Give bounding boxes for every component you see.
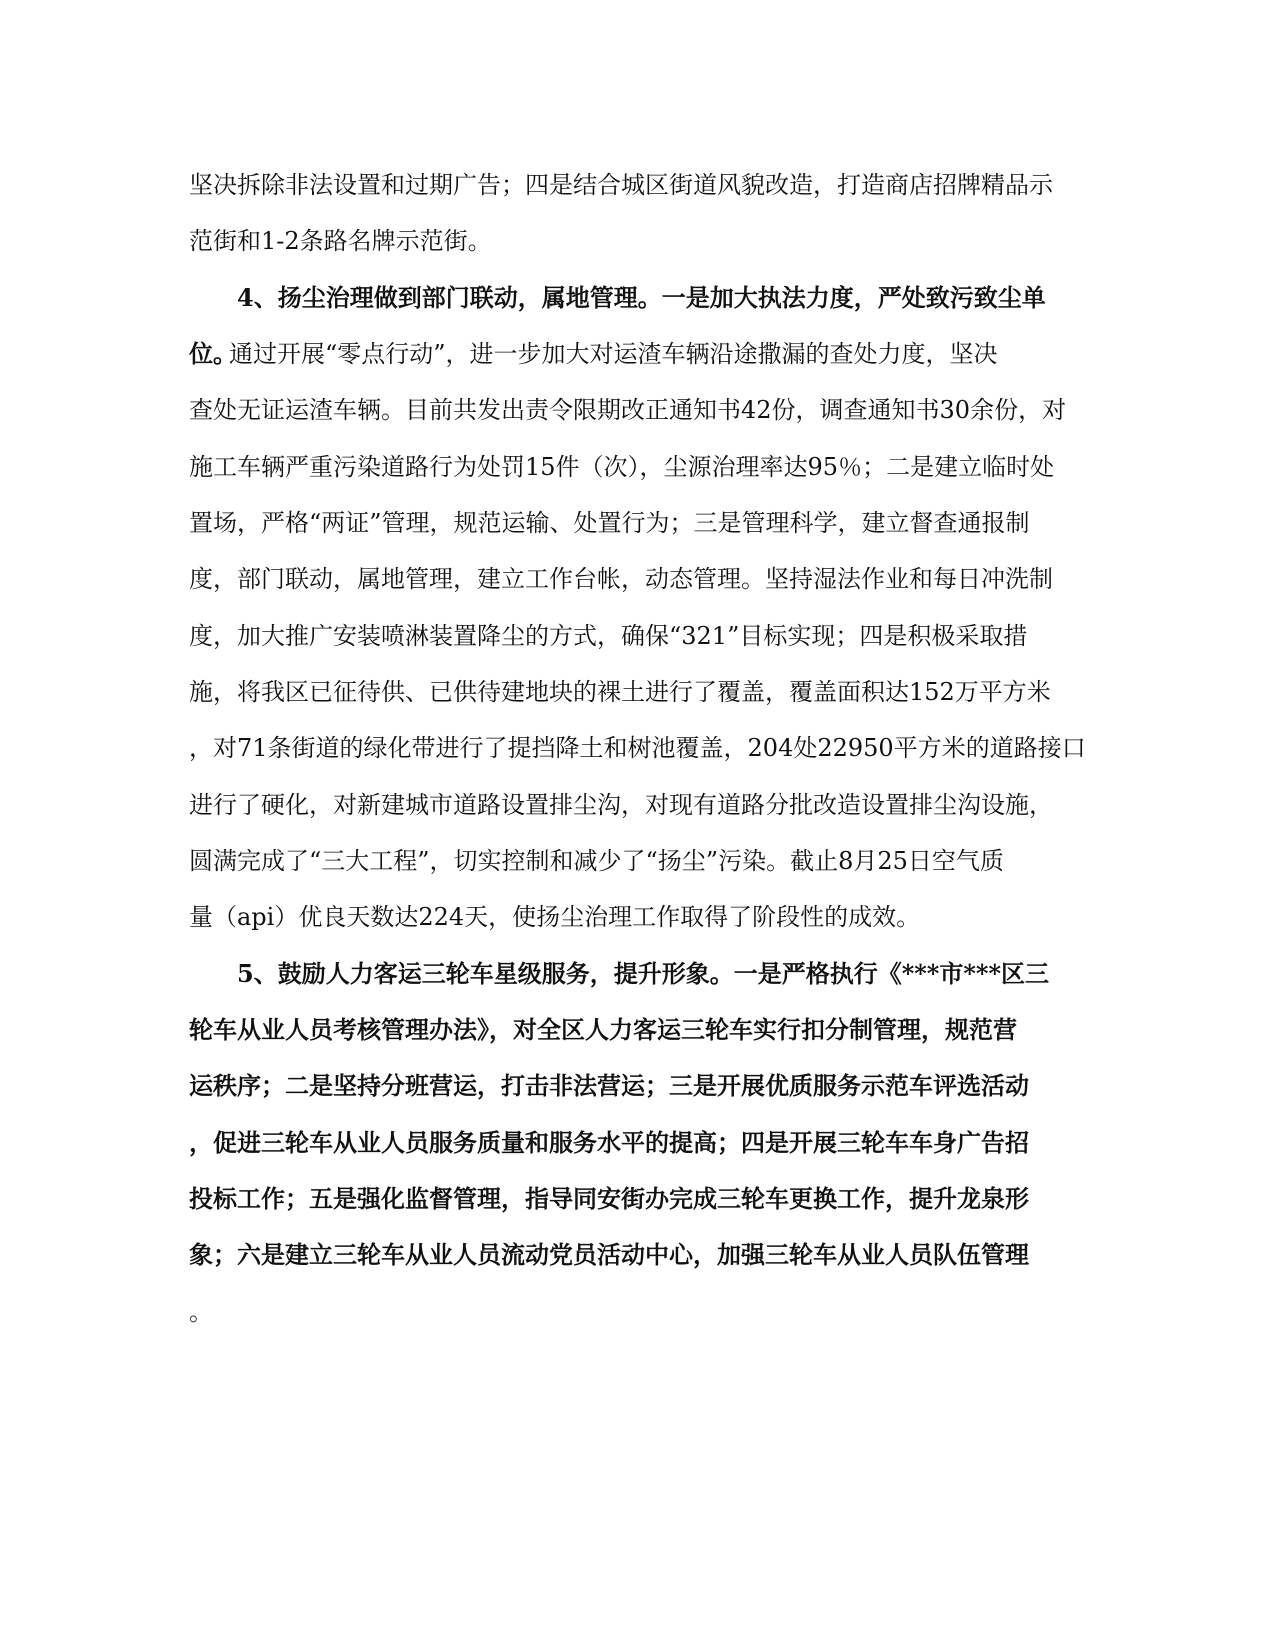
text-line: 施工车辆严重污染道路行为处罚15件（次），尘源治理率达95％；二是建立临时处 (189, 453, 1055, 481)
text-line: 运秩序；二是坚持分班营运，打击非法营运；三是开展优质服务示范车评选活动 (189, 1071, 1029, 1100)
text-line: ，促进三轮车从业人员服务质量和服务水平的提高；四是开展三轮车车身广告招 (189, 1128, 1029, 1157)
text-line: 度，部门联动，属地管理，建立工作台帐，动态管理。坚持湿法作业和每日冲洗制 (189, 565, 1053, 593)
text-line: 坚决拆除非法设置和过期广告；四是结合城区街道风貌改造，打造商店招牌精品示 (189, 171, 1053, 199)
text-line: 象；六是建立三轮车从业人员流动党员活动中心，加强三轮车从业人员队伍管理 (189, 1240, 1029, 1269)
text-line: 施，将我区已征待供、已供待建地块的裸土进行了覆盖，覆盖面积达152万平方米 (189, 678, 1051, 706)
text-line: 通过开展“零点行动”，进一步加大对运渣车辆沿途撒漏的查处力度，坚决 (229, 340, 998, 368)
text-line: ，对71条街道的绿化带进行了提挡降土和树池覆盖，204处22950平方米的道路接口 (189, 734, 1086, 762)
text-line: 量（api）优良天数达224天，使扬尘治理工作取得了阶段性的成效。 (189, 903, 921, 931)
text-line: 度，加大推广安装喷淋装置降尘的方式，确保“321”目标实现；四是积极采取措 (189, 622, 1028, 650)
section-heading-5: 5、鼓励人力客运三轮车星级服务，提升形象。一是严格执行《***市***区三 (237, 959, 1050, 988)
text-line: 范街和1-2条路名牌示范街。 (189, 227, 492, 255)
text-line: 投标工作；五是强化监督管理，指导同安街办完成三轮车更换工作，提升龙泉形 (189, 1184, 1029, 1213)
text-line: 置场，严格“两证”管理，规范运输、处置行为；三是管理科学，建立督查通报制 (189, 509, 1030, 537)
text-line: 查处无证运渣车辆。目前共发出责令限期改正通知书42份，调查通知书30余份，对 (189, 396, 1067, 424)
text-line: 圆满完成了“三大工程”，切实控制和减少了“扬尘”污染。截止8月25日空气质 (189, 847, 1004, 875)
text-line: 位。 (189, 339, 237, 368)
text-line: 进行了硬化，对新建城市道路设置排尘沟，对现有道路分批改造设置排尘沟设施， (189, 791, 1053, 819)
section-heading-4: 4、扬尘治理做到部门联动，属地管理。一是加大执法力度，严处致污致尘单 (237, 283, 1046, 312)
text-line: 轮车从业人员考核管理办法》，对全区人力客运三轮车实行扣分制管理，规范营 (189, 1015, 1017, 1044)
text-line: 。 (189, 1298, 213, 1326)
